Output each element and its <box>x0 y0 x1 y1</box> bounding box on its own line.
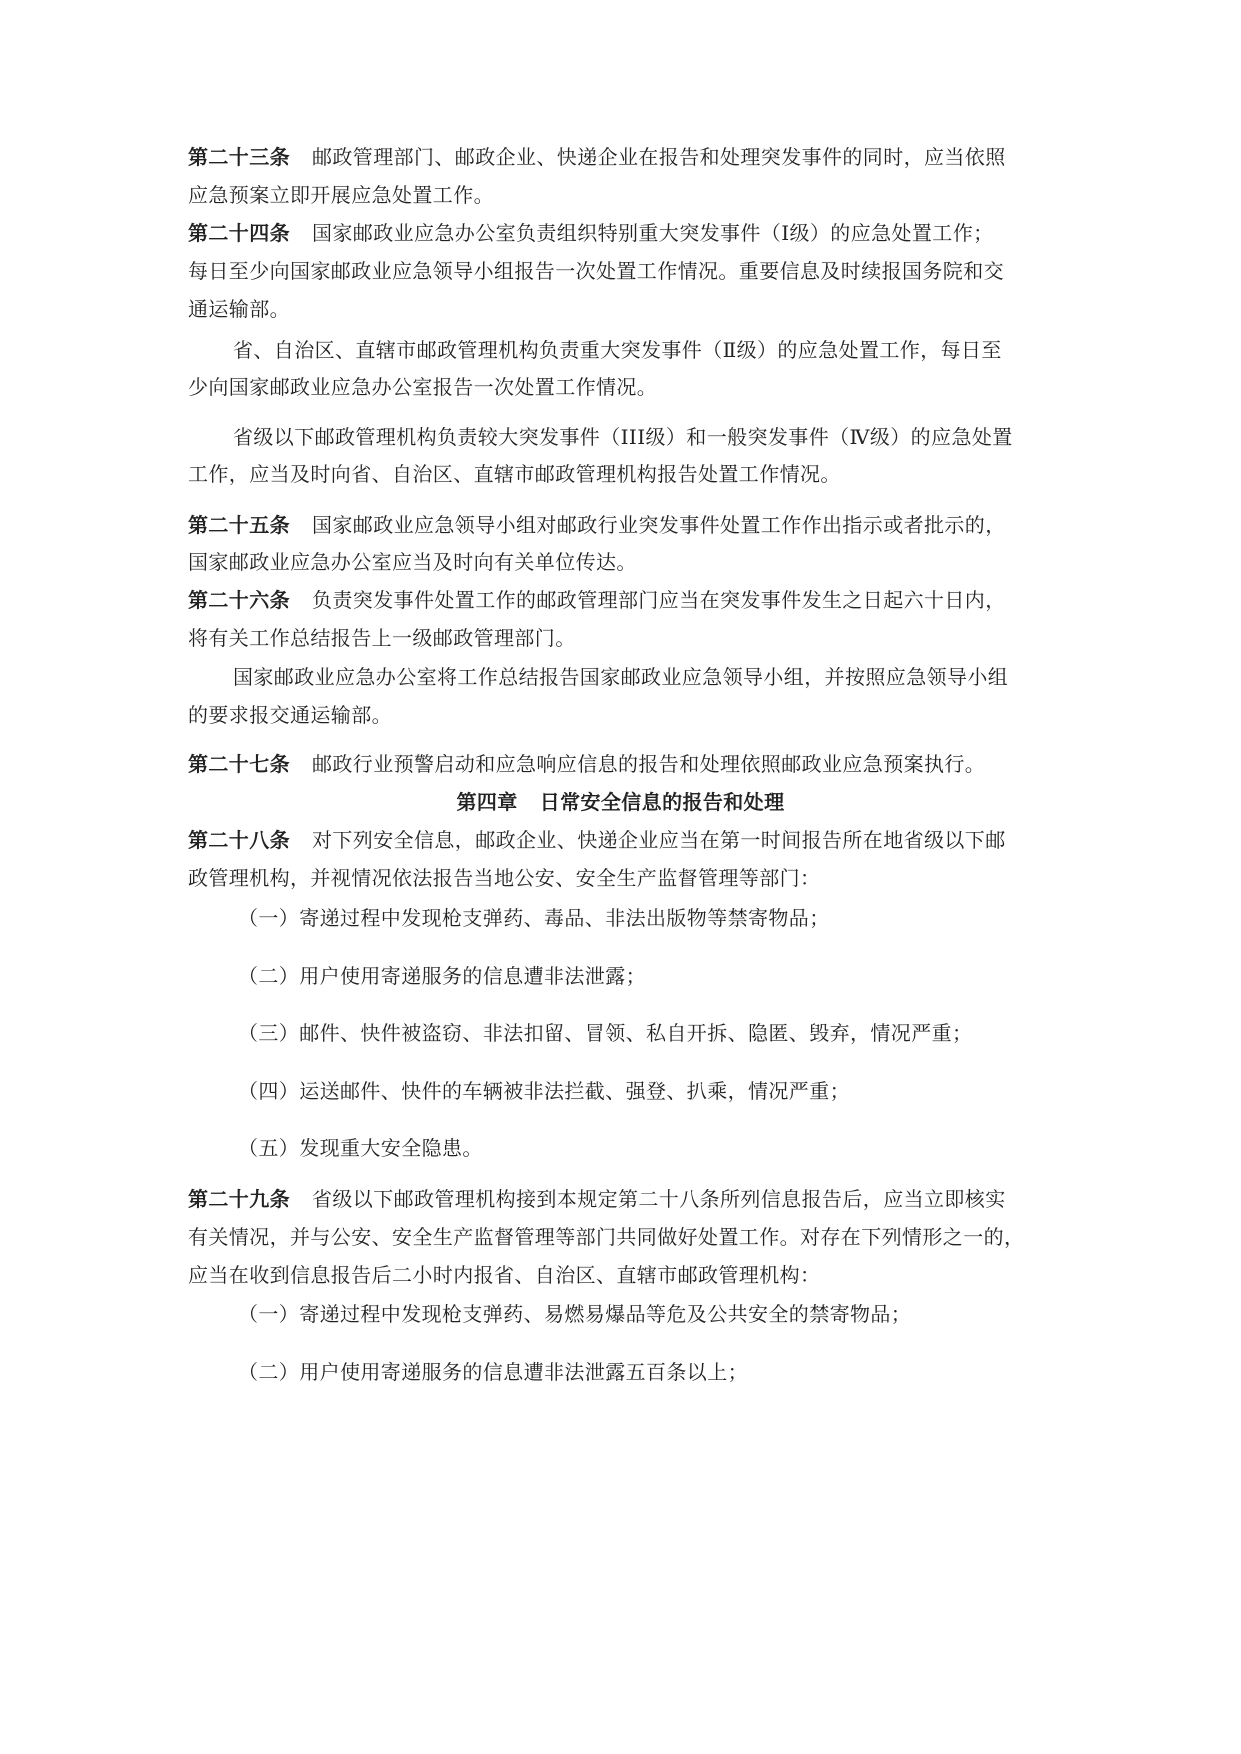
art29-line-2: 有关情况，并与公安、安全生产监督管理等部门共同做好处置工作。对存在下列情形之一的， <box>188 1225 1025 1249</box>
art26-p2-line-1: 国家邮政业应急办公室将工作总结报告国家邮政业应急领导小组，并按照应急领导小组 <box>233 665 1009 689</box>
art29-item-1: （一）寄递过程中发现枪支弹药、易燃易爆品等危及公共安全的禁寄物品； <box>238 1302 912 1326</box>
art23-label: 第二十三条 <box>188 145 290 169</box>
art24-line-3: 通运输部。 <box>188 297 290 321</box>
art28-item-4: （四）运送邮件、快件的车辆被非法拦截、强登、扒乘，情况严重； <box>238 1079 850 1103</box>
art24-p2-line-1: 省、自治区、直辖市邮政管理机构负责重大突发事件（Ⅱ级）的应急处置工作，每日至 <box>233 338 1002 362</box>
art29-item-2: （二）用户使用寄递服务的信息遭非法泄露五百条以上； <box>238 1360 748 1384</box>
art26-p2-line-2: 的要求报交通运输部。 <box>188 703 392 727</box>
art24-p3-line-1: 省级以下邮政管理机构负责较大突发事件（III级）和一般突发事件（Ⅳ级）的应急处置 <box>233 425 1013 449</box>
art24-p3-line-2: 工作，应当及时向省、自治区、直辖市邮政管理机构报告处置工作情况。 <box>188 462 841 486</box>
art24-p2-line-2: 少向国家邮政业应急办公室报告一次处置工作情况。 <box>188 375 658 399</box>
art28-line-1 <box>188 825 1006 855</box>
art23-text-1: 邮政管理部门、邮政企业、快递企业在报告和处理突发事件的同时，应当依照 <box>312 145 1006 169</box>
art28-item-1: （一）寄递过程中发现枪支弹药、毒品、非法出版物等禁寄物品； <box>238 906 830 930</box>
chapter-title: 日常安全信息的报告和处理 <box>539 790 785 814</box>
art24-line-2: 每日至少向国家邮政业应急领导小组报告一次处置工作情况。重要信息及时续报国务院和交 <box>188 259 1004 283</box>
art26-line-2: 将有关工作总结报告上一级邮政管理部门。 <box>188 626 576 650</box>
art28-item-5: （五）发现重大安全隐患。 <box>238 1136 483 1160</box>
art27-line-1 <box>188 749 985 779</box>
art27-label: 第二十七条 <box>188 752 290 776</box>
art26-text-1: 负责突发事件处置工作的邮政管理部门应当在突发事件发生之日起六十日内， <box>312 588 1006 612</box>
art29-text-1: 省级以下邮政管理机构接到本规定第二十八条所列信息报告后，应当立即核实 <box>312 1187 1006 1211</box>
chapter-heading <box>0 787 1241 817</box>
art29-label: 第二十九条 <box>188 1187 290 1211</box>
art27-text-1: 邮政行业预警启动和应急响应信息的报告和处理依照邮政业应急预案执行。 <box>312 752 986 776</box>
art24-label: 第二十四条 <box>188 221 290 245</box>
art25-label: 第二十五条 <box>188 513 290 537</box>
art28-item-3: （三）邮件、快件被盗窃、非法扣留、冒领、私自开拆、隐匿、毁弃，情况严重； <box>238 1021 973 1045</box>
chapter-label: 第四章 <box>456 790 518 814</box>
art24-text-1: 国家邮政业应急办公室负责组织特别重大突发事件（Ⅰ级）的应急处置工作； <box>312 221 994 245</box>
art28-text-1: 对下列安全信息，邮政企业、快递企业应当在第一时间报告所在地省级以下邮 <box>312 828 1006 852</box>
art25-line-1 <box>188 510 1006 540</box>
art29-line-1 <box>188 1184 1006 1214</box>
art23-line-2: 应急预案立即开展应急处置工作。 <box>188 183 494 207</box>
art25-text-1: 国家邮政业应急领导小组对邮政行业突发事件处置工作作出指示或者批示的， <box>312 513 1006 537</box>
art25-line-2: 国家邮政业应急办公室应当及时向有关单位传达。 <box>188 550 637 574</box>
art26-line-1 <box>188 585 1006 615</box>
art24-line-1 <box>188 218 994 248</box>
art28-line-2: 政管理机构，并视情况依法报告当地公安、安全生产监督管理等部门： <box>188 866 821 890</box>
art28-item-2: （二）用户使用寄递服务的信息遭非法泄露； <box>238 964 646 988</box>
art26-label: 第二十六条 <box>188 588 290 612</box>
art23-line-1 <box>188 142 1006 172</box>
art29-line-3: 应当在收到信息报告后二小时内报省、自治区、直辖市邮政管理机构： <box>188 1263 821 1287</box>
art28-label: 第二十八条 <box>188 828 290 852</box>
